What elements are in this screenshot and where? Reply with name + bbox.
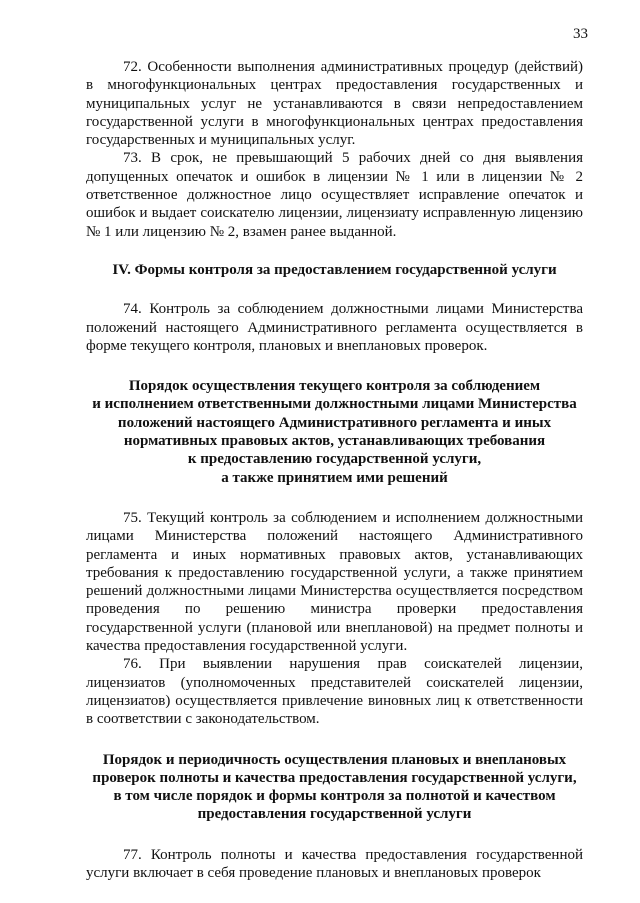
subheading-line: предоставления государственной услуги bbox=[197, 806, 472, 823]
paragraph-74: 74. Контроль за соблюдением должностными лицами Министерства положений настоящего Административного регламента осуществляется в форме текущего контроля, плановых и внеплановых проверок. bbox=[86, 301, 583, 354]
section-heading-iv: IV. Формы контроля за предоставлением государственной услуги bbox=[112, 261, 557, 278]
subheading-current-control bbox=[86, 377, 583, 487]
page-number: 33 bbox=[573, 26, 588, 42]
subheading-line: к предоставлению государственной услуги, bbox=[187, 451, 482, 468]
subheading-line: Порядок и периодичность осуществления плановых и внеплановых bbox=[102, 751, 567, 768]
subheading-inspections bbox=[86, 751, 583, 824]
paragraph-77: 77. Контроль полноты и качества предоставления государственной услуги включает в себя проведение плановых и внеплановых проверок bbox=[86, 846, 583, 881]
paragraph-73: 73. В срок, не превышающий 5 рабочих дней со дня выявления допущенных опечаток и ошибок в лицензии № 1 или в лицензии № 2 ответственное должностное лицо осуществляет исправление опечаток и ошибок и выдает соискателю лицензии, лицензиату исправленную лицензию № 1 или лицензию № 2, взамен ранее выданной. bbox=[86, 150, 583, 240]
paragraph-72: 72. Особенности выполнения административных процедур (действий) в многофункциональных центрах предоставления государственных и муниципальных услуг не устанавливаются в связи непредоставлением государственной услуги в многофункциональных центрах предоставления государственных и муниципальных услуг. bbox=[86, 59, 583, 149]
document-body bbox=[86, 58, 583, 882]
subheading-line: Порядок осуществления текущего контроля за соблюдением bbox=[128, 378, 541, 395]
subheading-line: положений настоящего Административного регламента и иных bbox=[117, 414, 552, 431]
paragraph-76: 76. При выявлении нарушения прав соискателей лицензии, лицензиатов (уполномоченных представителей соискателей лицензии, лицензиатов) осуществляется привлечение виновных лиц к ответственности в соответствии с законодательством. bbox=[86, 656, 583, 728]
subheading-line: нормативных правовых актов, устанавливающих требования bbox=[123, 433, 546, 450]
subheading-line: и исполнением ответственными должностными лицами Министерства bbox=[92, 396, 577, 413]
subheading-line: в том числе порядок и формы контроля за полнотой и качеством bbox=[113, 788, 556, 805]
subheading-line: а также принятием ими решений bbox=[221, 469, 448, 486]
subheading-line: проверок полноты и качества предоставления государственной услуги, bbox=[92, 769, 577, 786]
paragraph-75: 75. Текущий контроль за соблюдением и исполнением должностными лицами Министерства положений настоящего Административного регламента и иных нормативных правовых актов, устанавливающих требования к предоставлению государственной услуги, а также принятием решений должностными лицами Министерства осуществляется посредством проведения по решению министра проверки предоставления государственной услуги (плановой или внеплановой) на предмет полноты и качества предоставления государственной услуги. bbox=[86, 509, 583, 655]
